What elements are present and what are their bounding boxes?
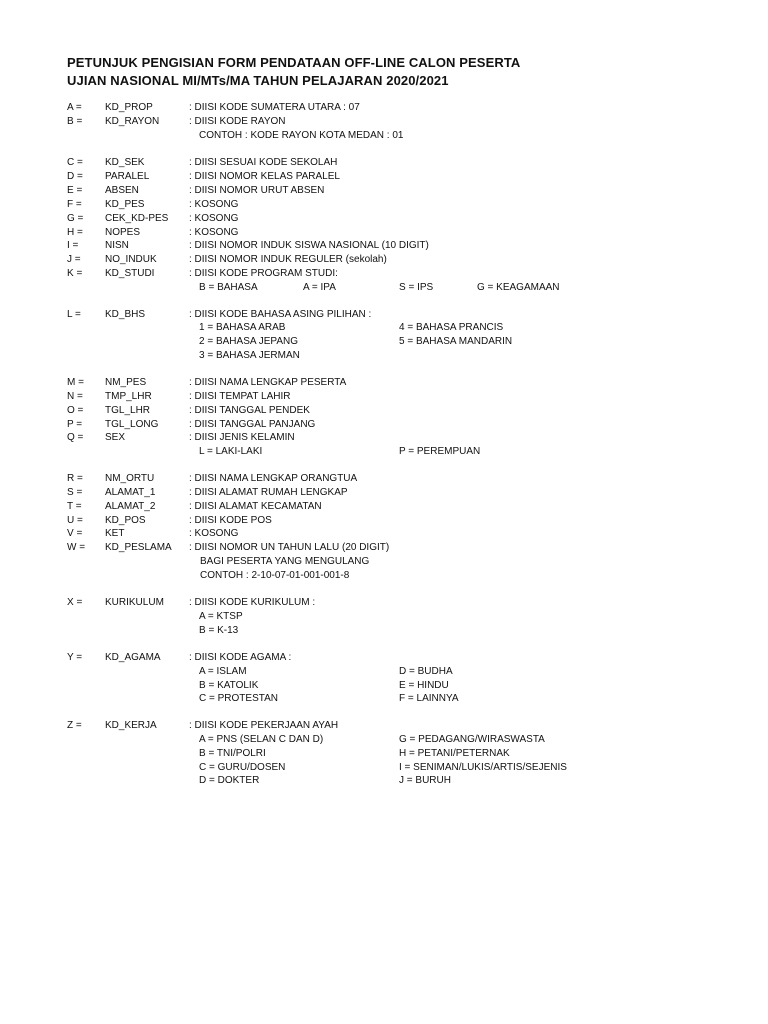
entry-description: : DIISI TANGGAL PENDEK <box>189 405 310 416</box>
entry-code: KD_RAYON <box>105 116 160 127</box>
entry-row <box>0 184 768 198</box>
entry-option: C = GURU/DOSEN <box>199 762 286 773</box>
entry-code: CEK_KD-PES <box>105 213 169 224</box>
entry-option: S = IPS <box>399 282 434 293</box>
entry-row <box>0 719 768 733</box>
entry-code: TGL_LHR <box>105 405 151 416</box>
entry-description: : DIISI SESUAI KODE SEKOLAH <box>189 157 338 168</box>
entry-row <box>0 624 768 638</box>
entry-code: KD_PES <box>105 199 145 210</box>
entry-option: C = PROTESTAN <box>199 693 278 704</box>
entry-option: G = PEDAGANG/WIRASWASTA <box>399 734 545 745</box>
entry-row <box>0 390 768 404</box>
entry-description: : DIISI JENIS KELAMIN <box>189 432 295 443</box>
entry-row <box>0 349 768 363</box>
entry-code: NM_PES <box>105 377 147 388</box>
entry-code: NISN <box>105 240 129 251</box>
entry-description: : DIISI NOMOR INDUK REGULER (sekolah) <box>189 254 387 265</box>
entry-row <box>0 281 768 295</box>
entry-row <box>0 212 768 226</box>
entry-row <box>0 156 768 170</box>
entry-row <box>0 472 768 486</box>
entry-code: TMP_LHR <box>105 391 152 402</box>
entry-option: BAGI PESERTA YANG MENGULANG <box>200 556 370 567</box>
entry-row <box>0 431 768 445</box>
entry-option: A = ISLAM <box>199 666 247 677</box>
entry-option: G = KEAGAMAAN <box>477 282 560 293</box>
entry-option: P = PEREMPUAN <box>399 446 481 457</box>
entry-row <box>0 445 768 459</box>
entry-description: : DIISI TEMPAT LAHIR <box>189 391 291 402</box>
entry-description: : KOSONG <box>189 199 239 210</box>
entry-row <box>0 198 768 212</box>
entry-option: F = LAINNYA <box>399 693 459 704</box>
document-title <box>67 54 520 90</box>
entry-row <box>0 418 768 432</box>
entry-description: : DIISI KODE PROGRAM STUDI: <box>189 268 338 279</box>
entry-row <box>0 761 768 775</box>
entry-letter: T = <box>67 501 82 512</box>
entry-option: 2 = BAHASA JEPANG <box>199 336 299 347</box>
entry-option: D = DOKTER <box>199 775 260 786</box>
entry-code: KD_BHS <box>105 309 146 320</box>
entry-code: KD_POS <box>105 515 146 526</box>
entry-code: KD_SEK <box>105 157 145 168</box>
entry-letter: K = <box>67 268 83 279</box>
entry-row <box>0 733 768 747</box>
entry-description: : DIISI NOMOR INDUK SISWA NASIONAL (10 DIGIT) <box>189 240 429 251</box>
entry-code: KET <box>105 528 125 539</box>
entry-row <box>0 115 768 129</box>
entry-letter: M = <box>67 377 84 388</box>
entry-option: E = HINDU <box>399 680 449 691</box>
entry-row <box>0 239 768 253</box>
entry-description: : DIISI ALAMAT RUMAH LENGKAP <box>189 487 348 498</box>
entry-description: : DIISI NAMA LENGKAP ORANGTUA <box>189 473 358 484</box>
entry-option: 5 = BAHASA MANDARIN <box>399 336 513 347</box>
entry-code: KD_PESLAMA <box>105 542 172 553</box>
entry-row <box>0 404 768 418</box>
entry-row <box>0 692 768 706</box>
entry-row <box>0 541 768 555</box>
entry-letter: B = <box>67 116 83 127</box>
entry-row <box>0 555 768 569</box>
entry-letter: H = <box>67 227 83 238</box>
entry-row <box>0 308 768 322</box>
entry-option: J = BURUH <box>399 775 451 786</box>
entry-row <box>0 486 768 500</box>
entry-description: CONTOH : KODE RAYON KOTA MEDAN : 01 <box>199 130 404 141</box>
entry-option: A = PNS (SELAN C DAN D) <box>199 734 324 745</box>
entry-description: : KOSONG <box>189 528 239 539</box>
entry-code: KD_PROP <box>105 102 153 113</box>
entry-letter: L = <box>67 309 81 320</box>
entry-description: : KOSONG <box>189 213 239 224</box>
entry-description: : KOSONG <box>189 227 239 238</box>
entry-row <box>0 610 768 624</box>
entry-code: PARALEL <box>105 171 150 182</box>
entry-letter: Q = <box>67 432 84 443</box>
entry-option: 1 = BAHASA ARAB <box>199 322 286 333</box>
entry-description: : DIISI NOMOR UN TAHUN LALU (20 DIGIT) <box>189 542 390 553</box>
entry-option: A = IPA <box>303 282 336 293</box>
entry-description: : DIISI NOMOR URUT ABSEN <box>189 185 325 196</box>
entry-row <box>0 101 768 115</box>
entry-row <box>0 774 768 788</box>
title-line-2: UJIAN NASIONAL MI/MTs/MA TAHUN PELAJARAN 2020/2021 <box>67 73 449 88</box>
entry-letter: A = <box>67 102 82 113</box>
entry-code: ALAMAT_2 <box>105 501 156 512</box>
entry-code: NOPES <box>105 227 141 238</box>
entry-row <box>0 226 768 240</box>
entry-row <box>0 335 768 349</box>
entry-code: KD_STUDI <box>105 268 155 279</box>
entry-letter: R = <box>67 473 83 484</box>
entry-option: B = TNI/POLRI <box>199 748 266 759</box>
entry-letter: P = <box>67 419 83 430</box>
entry-letter: Z = <box>67 720 82 731</box>
entry-code: NM_ORTU <box>105 473 155 484</box>
entry-option: 4 = BAHASA PRANCIS <box>399 322 504 333</box>
entry-letter: C = <box>67 157 83 168</box>
entry-letter: Y = <box>67 652 83 663</box>
entry-row <box>0 596 768 610</box>
entry-option: 3 = BAHASA JERMAN <box>199 350 300 361</box>
entry-row <box>0 170 768 184</box>
entry-row <box>0 665 768 679</box>
entry-option: CONTOH : 2-10-07-01-001-001-8 <box>200 570 350 581</box>
entry-description: : DIISI KODE RAYON <box>189 116 286 127</box>
entry-description: : DIISI TANGGAL PANJANG <box>189 419 316 430</box>
entry-letter: S = <box>67 487 83 498</box>
entry-code: SEX <box>105 432 126 443</box>
entry-row <box>0 651 768 665</box>
entry-letter: X = <box>67 597 83 608</box>
entry-letter: I = <box>67 240 79 251</box>
entry-description: : DIISI NOMOR KELAS PARALEL <box>189 171 340 182</box>
entry-letter: W = <box>67 542 86 553</box>
entry-row <box>0 321 768 335</box>
entry-option: B = K-13 <box>199 625 239 636</box>
entry-letter: G = <box>67 213 84 224</box>
entry-row <box>0 500 768 514</box>
entry-letter: D = <box>67 171 83 182</box>
entry-code: KURIKULUM <box>105 597 164 608</box>
entry-row <box>0 376 768 390</box>
entry-code: KD_AGAMA <box>105 652 161 663</box>
entry-row <box>0 569 768 583</box>
entry-description: : DIISI KODE KURIKULUM : <box>189 597 316 608</box>
entry-row <box>0 129 768 143</box>
entry-letter: O = <box>67 405 84 416</box>
entry-option: L = LAKI-LAKI <box>199 446 263 457</box>
entry-letter: N = <box>67 391 83 402</box>
entry-code: ABSEN <box>105 185 139 196</box>
entry-description: : DIISI KODE SUMATERA UTARA : 07 <box>189 102 360 113</box>
entry-option: H = PETANI/PETERNAK <box>399 748 510 759</box>
entry-letter: F = <box>67 199 82 210</box>
entry-code: NO_INDUK <box>105 254 157 265</box>
entry-letter: U = <box>67 515 83 526</box>
entry-option: D = BUDHA <box>399 666 453 677</box>
entry-description: : DIISI KODE AGAMA : <box>189 652 292 663</box>
entry-row <box>0 747 768 761</box>
title-line-1: PETUNJUK PENGISIAN FORM PENDATAAN OFF-LINE CALON PESERTA <box>67 55 521 70</box>
entry-description: : DIISI KODE PEKERJAAN AYAH <box>189 720 339 731</box>
entry-code: TGL_LONG <box>105 419 159 430</box>
entry-code: KD_KERJA <box>105 720 157 731</box>
entry-description: : DIISI KODE POS <box>189 515 272 526</box>
entry-row <box>0 514 768 528</box>
entry-description: : DIISI NAMA LENGKAP PESERTA <box>189 377 347 388</box>
entry-letter: V = <box>67 528 83 539</box>
entry-row <box>0 253 768 267</box>
entry-option: B = KATOLIK <box>199 680 259 691</box>
entry-row <box>0 527 768 541</box>
entry-description: : DIISI ALAMAT KECAMATAN <box>189 501 322 512</box>
entry-row <box>0 267 768 281</box>
entry-letter: E = <box>67 185 83 196</box>
entry-description: : DIISI KODE BAHASA ASING PILIHAN : <box>189 309 372 320</box>
entry-code: ALAMAT_1 <box>105 487 156 498</box>
entry-option: B = BAHASA <box>199 282 258 293</box>
entry-row <box>0 679 768 693</box>
entry-option: I = SENIMAN/LUKIS/ARTIS/SEJENIS <box>399 762 567 773</box>
entry-letter: J = <box>67 254 81 265</box>
entry-option: A = KTSP <box>199 611 243 622</box>
